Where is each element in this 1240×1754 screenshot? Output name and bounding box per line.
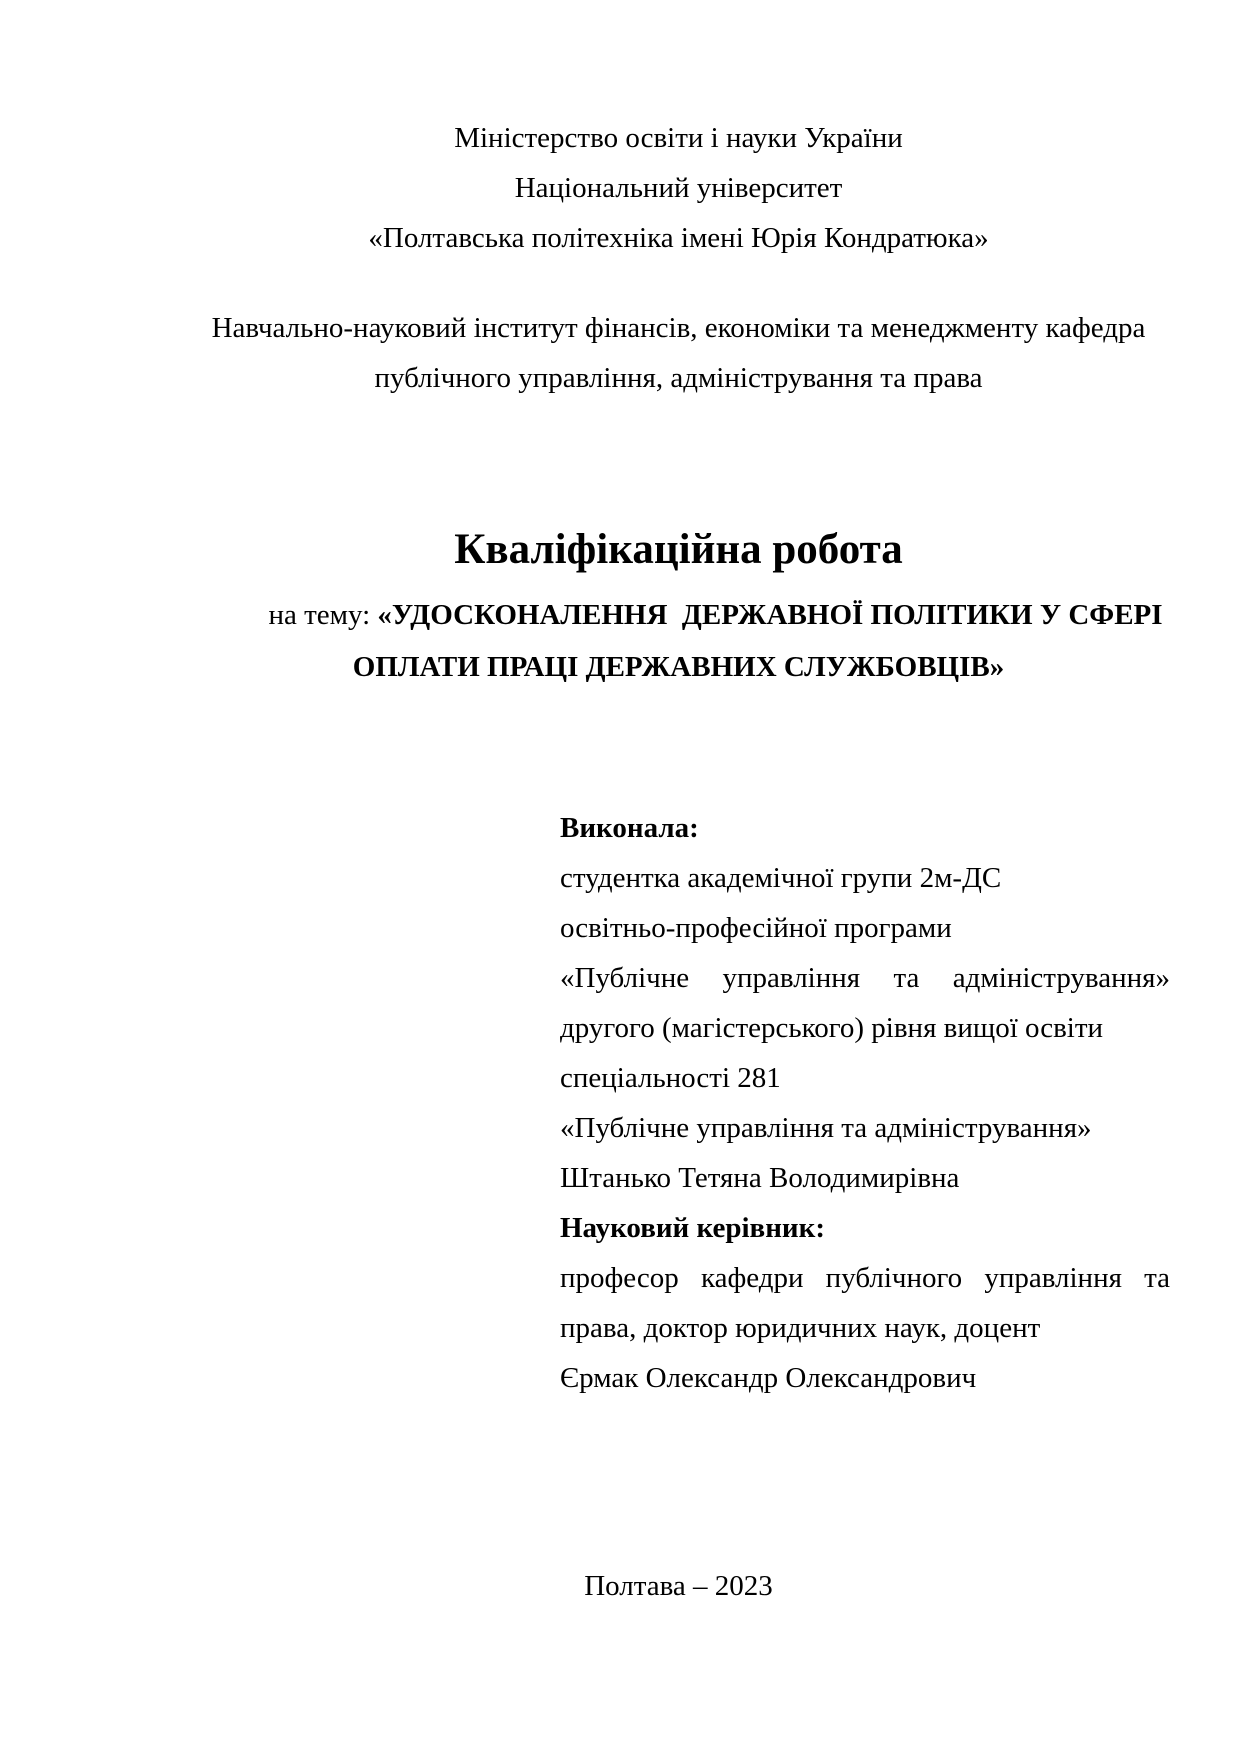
topic-line-1 <box>261 589 1170 641</box>
author-block <box>560 803 1170 1403</box>
institute-line-2: публічного управління, адміністрування та права <box>374 362 983 394</box>
supervisor-label: Науковий керівник: <box>560 1212 826 1244</box>
specialty-number-line: спеціальності 281 <box>560 1062 781 1094</box>
student-name: Штанько Тетяна Володимирівна <box>560 1162 960 1194</box>
specialty-name-line: «Публічне управління та адміністрування» <box>560 1112 1092 1144</box>
supervisor-name: Єрмак Олександр Олександрович <box>560 1362 977 1394</box>
university-name: Національний університет <box>514 172 843 204</box>
topic-title-part-1: «УДОСКОНАЛЕННЯ ДЕРЖАВНОЇ ПОЛІТИКИ У СФЕРІ <box>377 599 1163 631</box>
program-name-line: «Публічне управління та адміністрування» <box>560 962 1170 994</box>
executor-label: Виконала: <box>560 812 699 844</box>
topic-block <box>187 589 1170 693</box>
institute-block <box>187 303 1170 403</box>
ministry-line: Міністерство освіти і науки України <box>454 122 903 154</box>
program-line: освітньо-професійної програми <box>560 912 952 944</box>
supervisor-position-line-2: права, доктор юридичних наук, доцент <box>560 1312 1041 1344</box>
work-title: Кваліфікаційна робота <box>454 526 903 573</box>
city-year: Полтава – 2023 <box>584 1570 773 1602</box>
topic-prefix: на тему: <box>268 599 378 631</box>
university-title: «Полтавська політехніка імені Юрія Кондратюка» <box>368 222 989 254</box>
student-group-line: студентка академічної групи 2м-ДС <box>560 862 1002 894</box>
institute-line-1: Навчально-науковий інститут фінансів, економіки та менеджменту кафедра <box>211 312 1146 344</box>
degree-level-line: другого (магістерського) рівня вищої освіти <box>560 1012 1104 1044</box>
ministry-header <box>187 0 1170 263</box>
supervisor-position-line-1: професор кафедри публічного управління та <box>560 1262 1170 1294</box>
topic-line-2: ОПЛАТИ ПРАЦІ ДЕРЖАВНИХ СЛУЖБОВЦІВ» <box>352 651 1005 683</box>
